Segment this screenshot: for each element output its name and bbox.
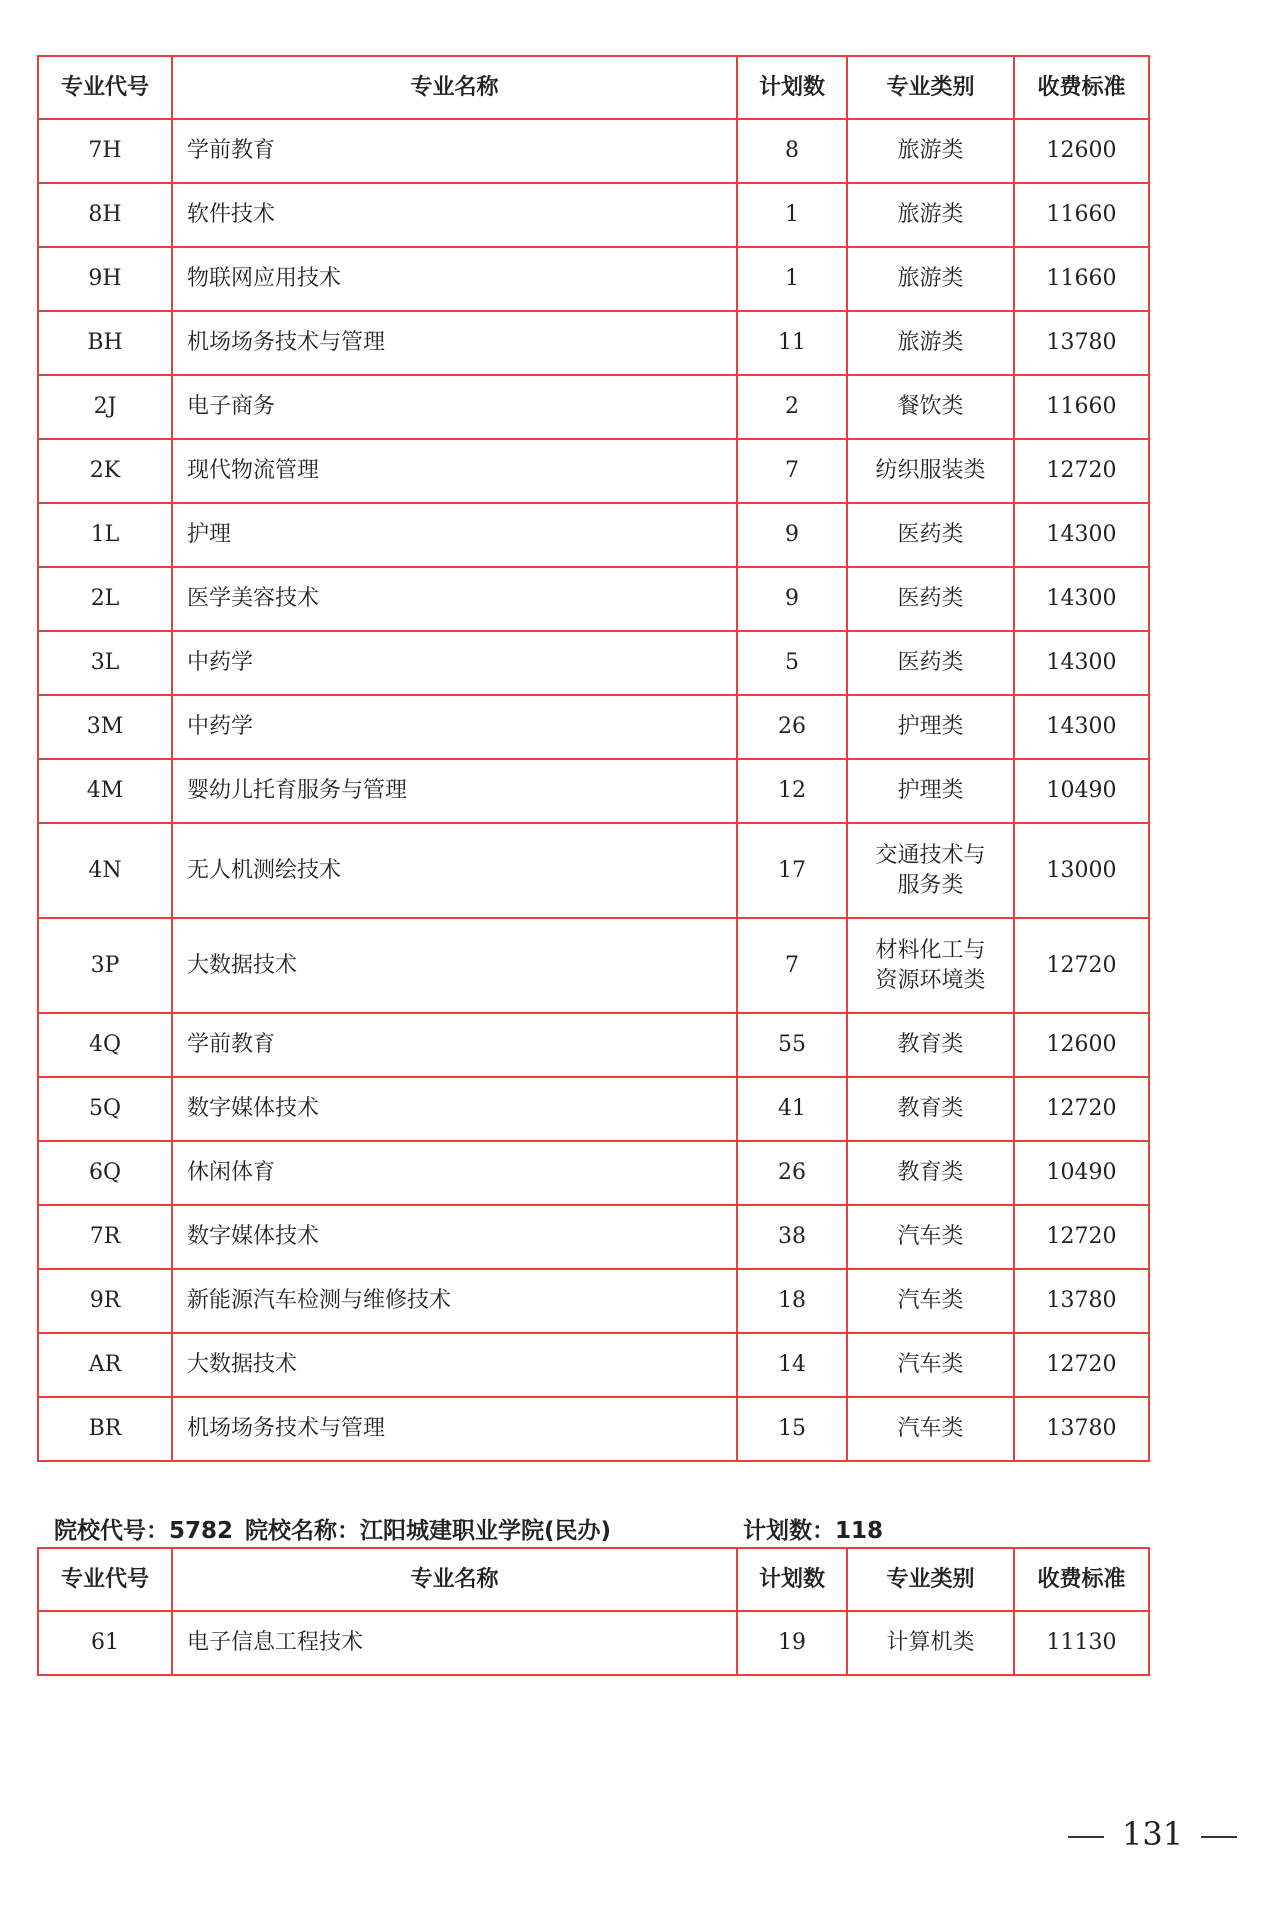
table-row [38,695,1149,759]
header-code: 专业代号 [38,1548,172,1611]
enrollment-table-1 [37,55,1150,1462]
header-category: 专业类别 [847,1548,1014,1611]
table-row [38,183,1149,247]
cell-category [847,375,1014,439]
header-name: 专业名称 [172,1548,737,1611]
category-text: 计算机类 [886,1630,975,1655]
table-row [38,1141,1149,1205]
cell-plan: 17 [737,823,847,918]
cell-name: 学前教育 [172,119,737,183]
table-row [38,1077,1149,1141]
cell-category [847,695,1014,759]
table-row [38,1333,1149,1397]
cell-plan: 1 [737,247,847,311]
cell-category [847,1141,1014,1205]
enrollment-table-2 [37,1547,1150,1676]
category-text: 旅游类 [897,266,964,291]
cell-code: 8H [38,183,172,247]
cell-code: 5Q [38,1077,172,1141]
cell-code: AR [38,1333,172,1397]
cell-plan: 5 [737,631,847,695]
cell-code: 61 [38,1611,172,1675]
cell-fee: 11660 [1014,183,1149,247]
header-fee: 收费标准 [1014,1548,1149,1611]
category-text: 医药类 [897,522,964,547]
table-row [38,503,1149,567]
cell-code: 3L [38,631,172,695]
cell-plan: 8 [737,119,847,183]
header-fee: 收费标准 [1014,56,1149,119]
cell-category [847,918,1014,1013]
cell-fee: 14300 [1014,695,1149,759]
school-code: 5782 [169,1518,234,1544]
cell-plan: 41 [737,1077,847,1141]
cell-fee: 12720 [1014,439,1149,503]
cell-category [847,439,1014,503]
table-row [38,1205,1149,1269]
cell-plan: 2 [737,375,847,439]
category-text: 材料化工与资源环境类 [875,937,986,993]
school-code-label: 院校代号： [54,1518,169,1544]
cell-name: 中药学 [172,695,737,759]
cell-fee: 12720 [1014,1205,1149,1269]
cell-code: 6Q [38,1141,172,1205]
cell-name: 电子信息工程技术 [172,1611,737,1675]
table-row [38,823,1149,918]
cell-fee: 14300 [1014,631,1149,695]
cell-name: 数字媒体技术 [172,1077,737,1141]
cell-plan: 15 [737,1397,847,1461]
cell-fee: 12600 [1014,119,1149,183]
cell-name: 电子商务 [172,375,737,439]
cell-name: 大数据技术 [172,918,737,1013]
category-text: 护理类 [897,778,964,803]
cell-category [847,1013,1014,1077]
cell-plan: 26 [737,695,847,759]
category-text: 汽车类 [897,1352,964,1377]
table-row [38,759,1149,823]
cell-name: 无人机测绘技术 [172,823,737,918]
cell-fee: 13000 [1014,823,1149,918]
cell-code: 4Q [38,1013,172,1077]
category-text: 教育类 [897,1032,964,1057]
cell-plan: 12 [737,759,847,823]
cell-fee: 13780 [1014,1269,1149,1333]
cell-fee: 11660 [1014,375,1149,439]
school-name: 江阳城建职业学院(民办) [360,1518,612,1544]
cell-fee: 12600 [1014,1013,1149,1077]
cell-category [847,119,1014,183]
table-row [38,918,1149,1013]
cell-plan: 19 [737,1611,847,1675]
cell-code: 2K [38,439,172,503]
cell-name: 数字媒体技术 [172,1205,737,1269]
cell-category [847,1397,1014,1461]
cell-fee: 13780 [1014,1397,1149,1461]
table-row [38,439,1149,503]
cell-name: 新能源汽车检测与维修技术 [172,1269,737,1333]
cell-category [847,247,1014,311]
cell-plan: 38 [737,1205,847,1269]
cell-fee: 11130 [1014,1611,1149,1675]
table-row [38,1269,1149,1333]
category-text: 汽车类 [897,1288,964,1313]
cell-fee: 10490 [1014,759,1149,823]
table-row [38,119,1149,183]
category-text: 旅游类 [897,330,964,355]
cell-category [847,1269,1014,1333]
cell-name: 软件技术 [172,183,737,247]
table-row [38,311,1149,375]
cell-plan: 1 [737,183,847,247]
table-row [38,631,1149,695]
table-row [38,1397,1149,1461]
cell-category [847,759,1014,823]
cell-plan: 55 [737,1013,847,1077]
cell-name: 大数据技术 [172,1333,737,1397]
table-row [38,375,1149,439]
school-name-label: 院校名称： [245,1518,361,1544]
cell-code: BR [38,1397,172,1461]
cell-fee: 12720 [1014,1333,1149,1397]
cell-plan: 26 [737,1141,847,1205]
category-text: 旅游类 [897,138,964,163]
category-text: 纺织服装类 [875,458,986,483]
cell-plan: 9 [737,567,847,631]
cell-plan: 7 [737,918,847,1013]
category-text: 医药类 [897,586,964,611]
cell-category [847,1205,1014,1269]
table-body [38,1611,1149,1675]
cell-category [847,311,1014,375]
category-text: 交通技术与服务类 [875,842,986,898]
table-row [38,567,1149,631]
category-text: 教育类 [897,1160,964,1185]
cell-name: 现代物流管理 [172,439,737,503]
category-text: 餐饮类 [897,394,964,419]
cell-fee: 14300 [1014,503,1149,567]
cell-code: 9R [38,1269,172,1333]
table-row [38,1013,1149,1077]
cell-category [847,183,1014,247]
cell-fee: 10490 [1014,1141,1149,1205]
cell-fee: 12720 [1014,1077,1149,1141]
cell-name: 机场场务技术与管理 [172,311,737,375]
cell-name: 婴幼儿托育服务与管理 [172,759,737,823]
category-text: 教育类 [897,1096,964,1121]
cell-code: 4M [38,759,172,823]
cell-plan: 7 [737,439,847,503]
page-number-text: 131 [1122,1815,1184,1853]
cell-code: 2L [38,567,172,631]
page-dash-left [1068,1836,1104,1838]
page-dash-right [1201,1836,1237,1838]
cell-code: BH [38,311,172,375]
category-text: 汽车类 [897,1224,964,1249]
header-plan: 计划数 [737,56,847,119]
table-header-row [38,56,1149,119]
cell-fee: 12720 [1014,918,1149,1013]
cell-code: 3M [38,695,172,759]
cell-category [847,503,1014,567]
table-row [38,247,1149,311]
category-text: 汽车类 [897,1416,964,1441]
category-text: 医药类 [897,650,964,675]
cell-fee: 13780 [1014,311,1149,375]
table-body [38,119,1149,1461]
cell-code: 3P [38,918,172,1013]
cell-fee: 14300 [1014,567,1149,631]
cell-category [847,1333,1014,1397]
cell-fee: 11660 [1014,247,1149,311]
cell-plan: 11 [737,311,847,375]
cell-name: 休闲体育 [172,1141,737,1205]
page-number [1050,1815,1255,1853]
cell-code: 2J [38,375,172,439]
cell-name: 机场场务技术与管理 [172,1397,737,1461]
cell-category [847,567,1014,631]
category-text: 护理类 [897,714,964,739]
cell-plan: 18 [737,1269,847,1333]
cell-code: 1L [38,503,172,567]
cell-name: 学前教育 [172,1013,737,1077]
table-row [38,1611,1149,1675]
school-plan: 118 [835,1518,884,1544]
cell-category [847,631,1014,695]
cell-category [847,823,1014,918]
cell-name: 医学美容技术 [172,567,737,631]
cell-category [847,1611,1014,1675]
cell-code: 4N [38,823,172,918]
category-text: 旅游类 [897,202,964,227]
school-plan-label: 计划数： [743,1518,835,1544]
cell-name: 护理 [172,503,737,567]
cell-category [847,1077,1014,1141]
header-category: 专业类别 [847,56,1014,119]
cell-code: 9H [38,247,172,311]
cell-name: 物联网应用技术 [172,247,737,311]
header-plan: 计划数 [737,1548,847,1611]
table-header-row [38,1548,1149,1611]
header-name: 专业名称 [172,56,737,119]
header-code: 专业代号 [38,56,172,119]
cell-name: 中药学 [172,631,737,695]
school-info-line [54,1512,884,1545]
cell-code: 7R [38,1205,172,1269]
cell-plan: 14 [737,1333,847,1397]
cell-code: 7H [38,119,172,183]
cell-plan: 9 [737,503,847,567]
